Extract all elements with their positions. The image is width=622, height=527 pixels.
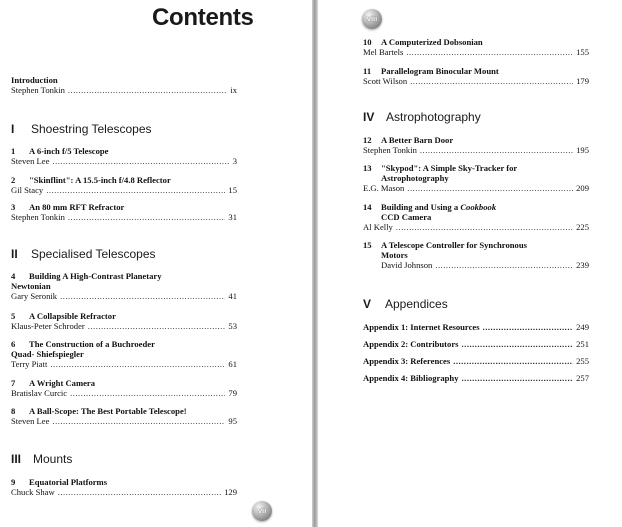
toc-entry[interactable] [363,202,589,232]
entry-page-number: 209 [576,183,589,193]
entry-title: An 80 mm RFT Refractor [29,202,125,212]
entry-page-number: 3 [232,156,237,166]
toc-entry[interactable] [363,135,589,155]
section-heading-4 [363,110,481,124]
dot-leader [453,356,573,366]
section-title: Astrophotography [386,110,481,124]
appendix-entry[interactable] [363,339,589,349]
entry-title: A 6-inch f/5 Telescope [29,146,109,156]
appendix-page-number: 249 [576,322,589,332]
section-number: IV [363,110,375,124]
appendix-page-number: 255 [576,356,589,366]
entry-title-continued: Quad- Shiefspiegler [11,349,84,359]
entry-author: Chuck Shaw [11,487,55,497]
entry-author: Stephen Tonkin [11,212,65,222]
entry-title-continued: Motors [381,250,408,260]
entry-title: A Better Barn Door [381,135,454,145]
appendix-page-number: 257 [576,373,589,383]
toc-entry[interactable] [363,37,589,57]
entry-number: 15 [363,240,372,250]
entry-title-continued: Astrophotography [381,173,449,183]
entry-number: 9 [11,477,16,487]
entry-page-number: 239 [576,260,589,270]
page-number-badge-right: viii [362,9,382,29]
entry-number: 2 [11,175,16,185]
dot-leader [462,339,574,349]
entry-author: Mel Bartels [363,47,404,57]
dot-leader [406,47,573,57]
entry-author: Stephen Tonkin [11,85,65,95]
toc-entry[interactable] [363,240,589,270]
entry-author: Steven Lee [11,156,50,166]
entry-author: Steven Lee [11,416,50,426]
entry-page-number: 53 [228,321,237,331]
toc-entry[interactable] [363,163,589,193]
appendix-label: Appendix 2: Contributors [363,339,459,349]
page-number-badge-left: vii [252,501,272,521]
entry-title: Parallelogram Binocular Mount [381,66,499,76]
dot-leader [435,260,573,270]
toc-entry[interactable] [11,339,237,369]
toc-entry[interactable] [11,146,237,166]
dot-leader [407,183,573,193]
dot-leader [483,322,574,332]
entry-title-continued: CCD Camera [381,212,432,222]
section-number: V [363,297,372,311]
appendix-page-number: 251 [576,339,589,349]
dot-leader [58,487,221,497]
entry-title: "Skypod": A Simple Sky-Tracker for [381,163,518,173]
dot-leader [396,222,573,232]
entry-number: 5 [11,311,16,321]
entry-page-number: 155 [576,47,589,57]
appendix-entry[interactable] [363,322,589,332]
toc-entry[interactable] [11,271,237,301]
entry-page-number: 195 [576,145,589,155]
entry-number: 4 [11,271,16,281]
entry-author: Gary Seronik [11,291,58,301]
entry-title: A Ball-Scope: The Best Portable Telescope! [29,406,187,416]
dot-leader [52,156,229,166]
section-title: Specialised Telescopes [31,247,156,261]
entry-author: Terry Piatt [11,359,48,369]
dot-leader [52,416,225,426]
entry-page-number: 179 [576,76,589,86]
page-title: Contents [152,4,254,31]
entry-author: Scott Wilson [363,76,408,86]
toc-entry[interactable] [11,406,237,426]
dot-leader [60,291,225,301]
entry-author: Klaus-Peter Schroder [11,321,85,331]
dot-leader [410,76,573,86]
entry-number: 6 [11,339,16,349]
entry-title: Introduction [11,75,58,85]
toc-entry[interactable] [11,175,237,195]
entry-author: David Johnson [381,260,433,270]
entry-number: 11 [363,66,372,76]
entry-title: Building A High-Contrast Planetary [29,271,162,281]
toc-entry[interactable] [11,311,237,331]
entry-author: Stephen Tonkin [363,145,417,155]
entry-page-number: 15 [228,185,237,195]
entry-page-number: 79 [228,388,237,398]
entry-title-continued: Newtonian [11,281,51,291]
dot-leader [462,373,574,383]
entry-author: E.G. Mason [363,183,405,193]
appendix-label: Appendix 3: References [363,356,451,366]
entry-number: 12 [363,135,372,145]
section-number: II [11,247,18,261]
entry-title: A Collapsible Refractor [29,311,116,321]
entry-number: 8 [11,406,16,416]
dot-leader [68,85,227,95]
entry-page-number: ix [230,85,237,95]
appendix-label: Appendix 4: Bibliography [363,373,459,383]
appendix-entry[interactable] [363,373,589,383]
dot-leader [50,359,225,369]
dot-leader [70,388,225,398]
entry-number: 14 [363,202,372,212]
entry-number: 7 [11,378,16,388]
entry-author: Al Kelly [363,222,393,232]
entry-page-number: 95 [228,416,237,426]
section-number: I [11,122,15,136]
appendix-entry[interactable] [363,356,589,366]
section-number: III [11,452,22,466]
appendix-label: Appendix 1: Internet Resources [363,322,480,332]
entry-page-number: 41 [228,291,237,301]
toc-entry[interactable] [363,66,589,86]
entry-title: A Computerized Dobsonian [381,37,483,47]
entry-title: "Skinflint": A 15.5-inch f/4.8 Reflector [29,175,171,185]
entry-title-italic: Cookbook [460,202,497,212]
entry-number: 1 [11,146,16,156]
section-heading-2 [11,247,156,261]
entry-title: The Construction of a Buchroeder [29,339,155,349]
entry-page-number: 129 [224,487,237,497]
entry-page-number: 31 [228,212,237,222]
dot-leader [88,321,226,331]
section-title: Mounts [33,452,73,466]
entry-title: Building and Using a [381,202,459,212]
dot-leader [46,185,225,195]
entry-number: 3 [11,202,16,212]
toc-entry[interactable] [11,378,237,398]
section-title: Shoestring Telescopes [31,122,152,136]
entry-title: Equatorial Platforms [29,477,108,487]
section-heading-1 [11,122,152,136]
dot-leader [68,212,226,222]
section-heading-5 [363,297,448,311]
toc-entry[interactable] [11,477,237,497]
entry-number: 13 [363,163,372,173]
section-title: Appendices [385,297,448,311]
entry-title: A Wright Camera [29,378,96,388]
entry-author: Bratislav Curcic [11,388,68,398]
toc-entry-introduction[interactable] [11,75,237,95]
toc-entry[interactable] [11,202,237,222]
section-heading-3 [11,452,72,466]
dot-leader [420,145,573,155]
entry-page-number: 61 [228,359,237,369]
entry-page-number: 225 [576,222,589,232]
entry-number: 10 [363,37,372,47]
entry-author: Gil Stacy [11,185,44,195]
entry-title: A Telescope Controller for Synchronous [381,240,527,250]
